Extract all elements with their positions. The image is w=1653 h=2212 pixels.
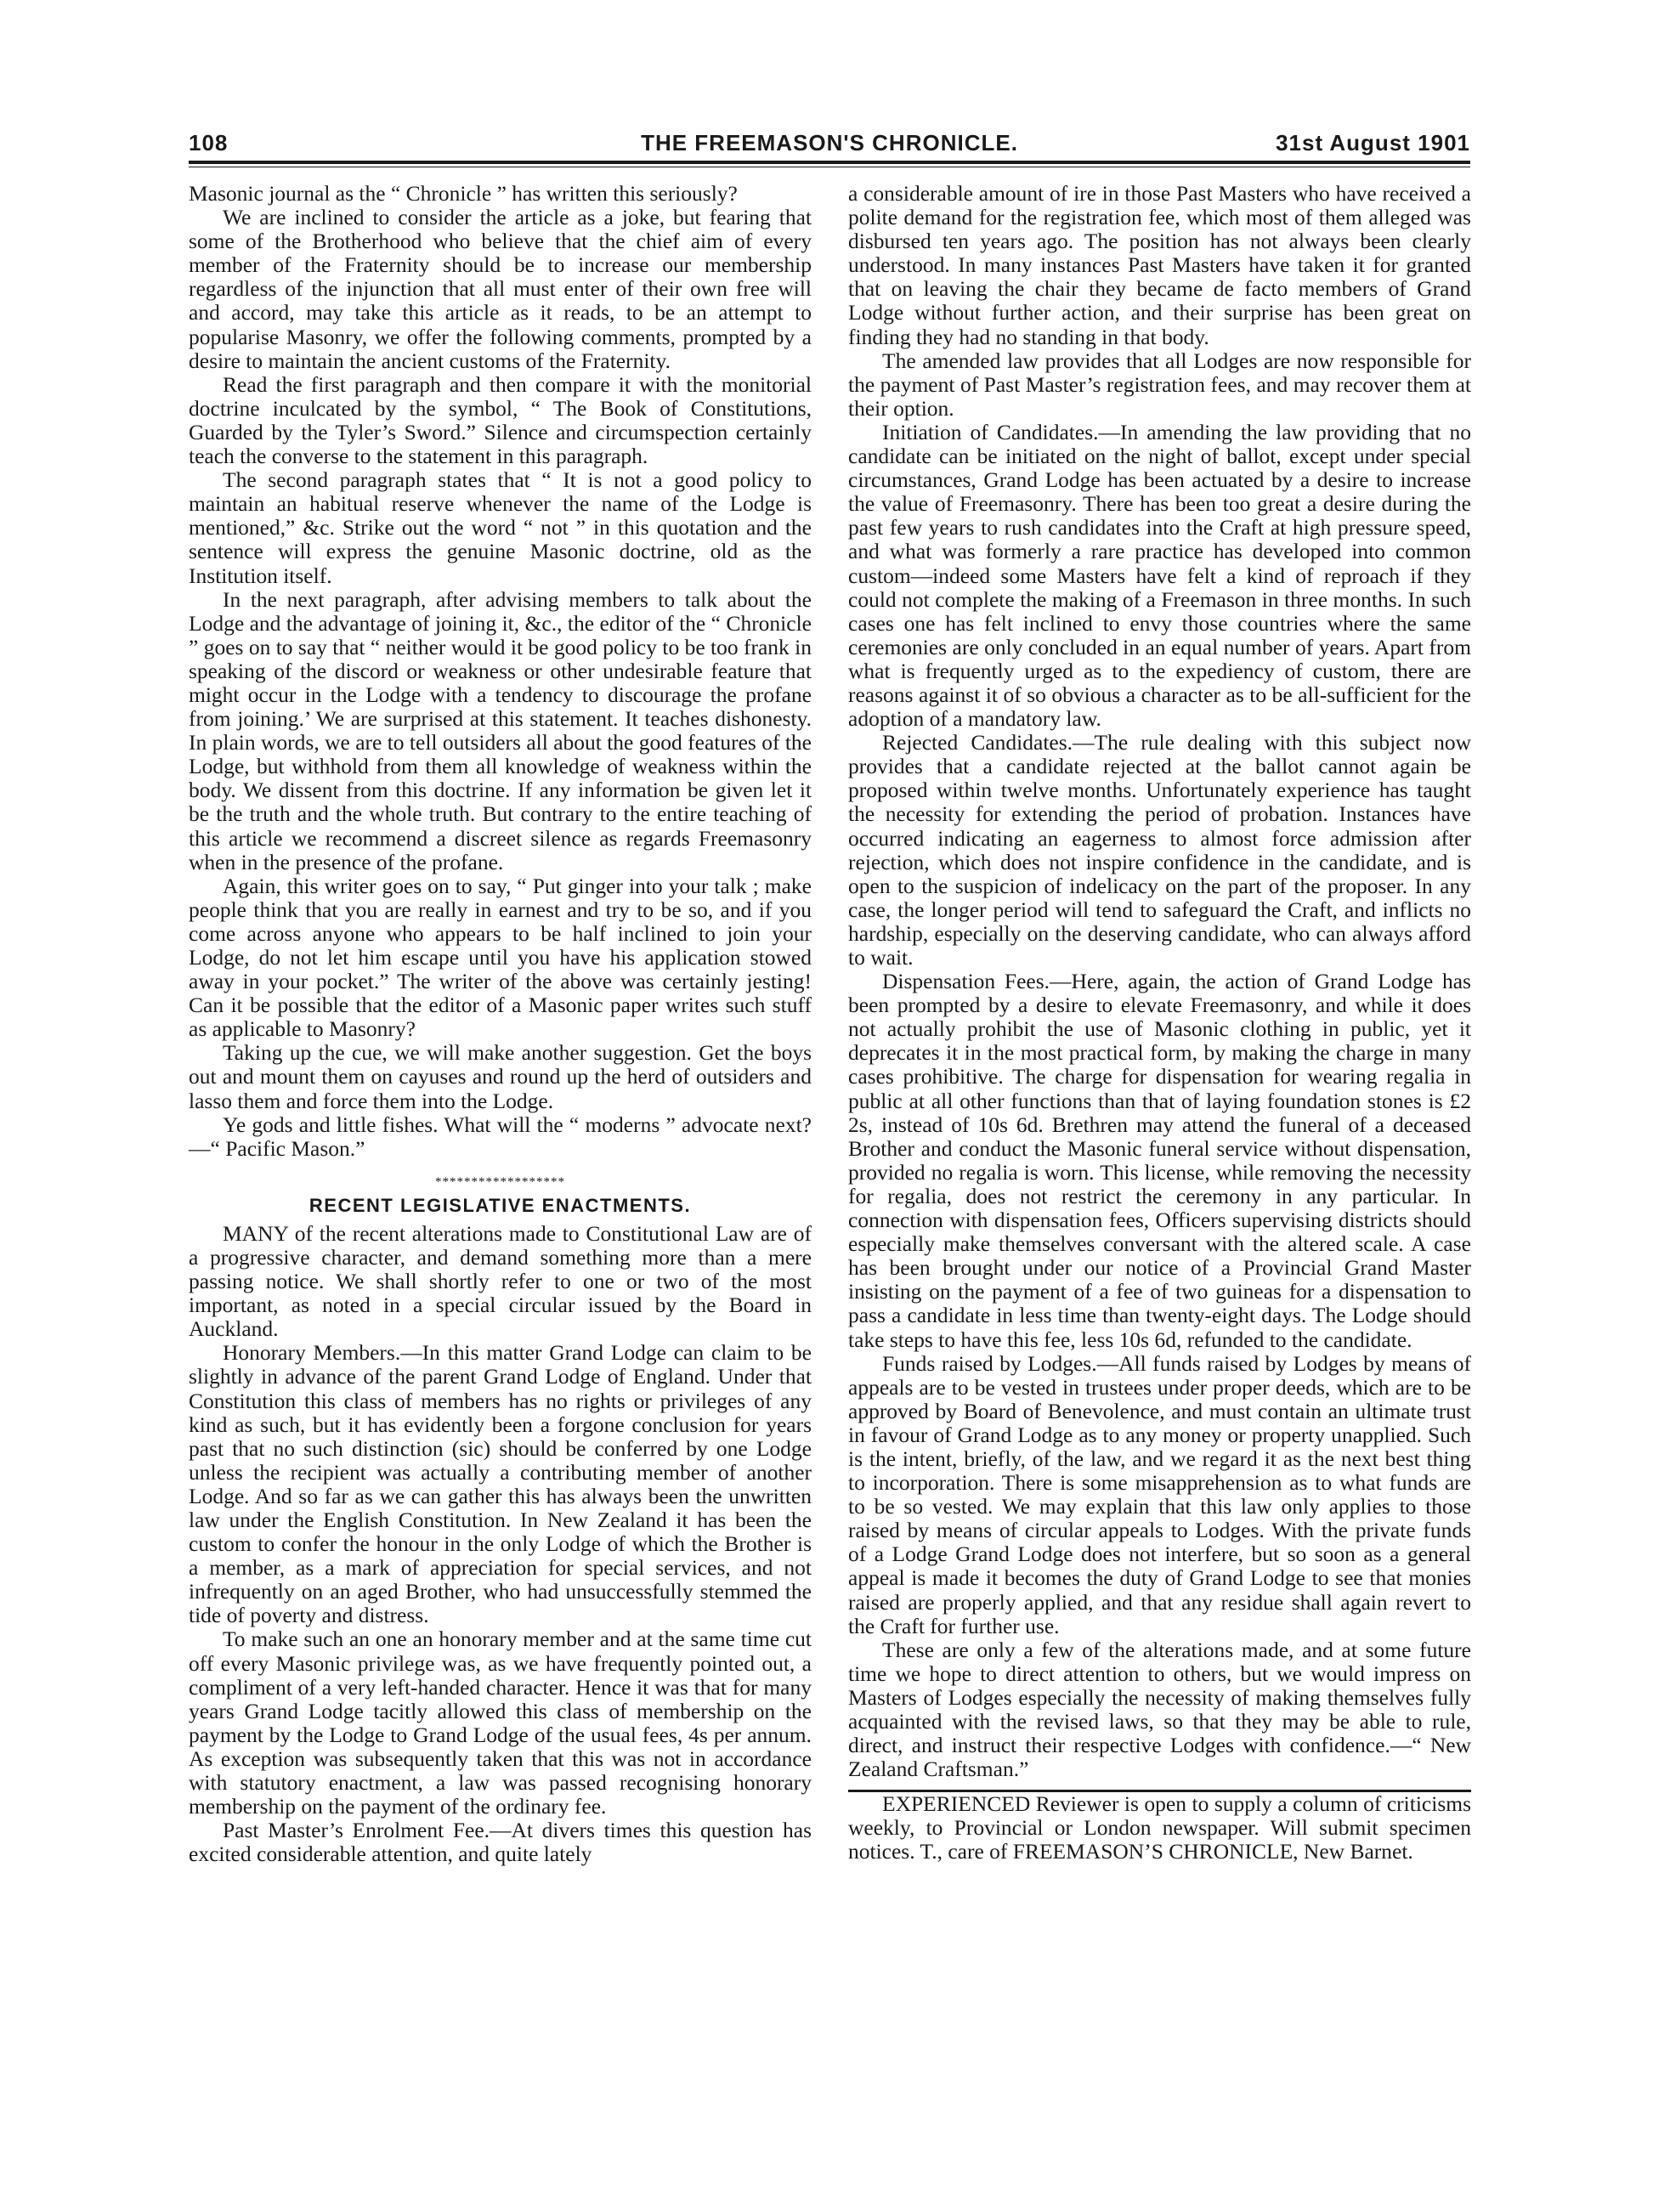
paragraph: Taking up the cue, we will make another suggestion. Get the boys out and mount them on cayuses and round up the herd of outsiders and lasso them and force them into the Lodge. (189, 1040, 812, 1113)
paragraph: The amended law provides that all Lodges are now responsible for the payment of Past Master’s registration fees, and may recover them at their option. (848, 348, 1471, 421)
paragraph: We are inclined to consider the article as a joke, but fearing that some of the Brotherhood who believe that the chief aim of every member of the Fraternity should be to increase our membership regardless of the injunction that all must enter of their own free will and accord, may take this article as it reads, to be an attempt to popularise Masonry, we offer the following comments, prompted by a desire to maintain the ancient customs of the Fraternity. (189, 205, 812, 373)
right-column (848, 182, 1471, 1864)
page-header (189, 130, 1470, 164)
paragraph: Initiation of Candidates.—In amending the law providing that no candidate can be initiated on the night of ballot, except under special circumstances, Grand Lodge has been actuated by a desire to increase the value of Freemasonry. There has been too great a desire during the past few years to rush candidates into the Craft at high pressure speed, and what was formerly a rare practice has developed into common custom—indeed some Masters have felt a kind of reproach if they could not complete the making of a Freemason in three months. In such cases one has felt inclined to envy those countries where the same ceremonies are only concluded in an equal number of years. Apart from what is frequently urged as to the expediency of custom, there are reasons against it of so obvious a character as to be all-sufficient for the adoption of a mandatory law. (848, 419, 1471, 732)
issue-date: 31st August 1901 (1276, 130, 1470, 156)
paragraph: MANY of the recent alterations made to Constitutional Law are of a progressive character, and demand something more than a mere passing notice. We shall shortly refer to one or two of the most important, as noted in a special circular issued by the Board in Auckland. (189, 1220, 812, 1342)
left-column (189, 182, 812, 1866)
advertisement: EXPERIENCED Reviewer is open to supply a column of criticisms weekly, to Provincial or London newspaper. Will submit specimen notices. T., care of FREEMASON’S CHRONICLE, New Barnet. (848, 1791, 1471, 1864)
paragraph: Honorary Members.—In this matter Grand Lodge can claim to be slightly in advance of the parent Grand Lodge of England. Under that Constitution this class of members has no rights or privileges of any kind as such, but it has evidently been a forgone conclusion for years past that no such distinction (sic) should be conferred by one Lodge unless the recipient was actually a contributing member of another Lodge. And so far as we can gather this has always been the unwritten law under the English Constitution. In New Zealand it has been the custom to confer the honour in the only Lodge of which the Brother is a member, as a mark of appreciation for special services, and not infrequently on an aged Brother, who had unsuccessfully stemmed the tide of poverty and distress. (189, 1340, 812, 1628)
paragraph: These are only a few of the alterations made, and at some future time we hope to direct attention to others, but we would impress on Masters of Lodges especially the necessity of making themselves fully acquainted with the revised laws, so that they may be able to rule, direct, and instruct their respective Lodges with confidence.—“ New Zealand Craftsman.” (848, 1637, 1471, 1782)
paragraph: Past Master’s Enrolment Fee.—At divers times this question has excited considerable attention, and quite lately (189, 1818, 812, 1867)
paragraph: To make such an one an honorary member and at the same time cut off every Masonic privilege was, as we have frequently pointed out, a compliment of a very left-handed character. Hence it was that for many years Grand Lodge tacitly allowed this class of membership on the payment by the Lodge to Grand Lodge of the usual fees, 4s per annum. As exception was subsequently taken that this was not in accordance with statutory enactment, a law was passed recognising honorary membership on the payment of the ordinary fee. (189, 1626, 812, 1819)
paragraph: Masonic journal as the “ Chronicle ” has written this seriously? (189, 181, 738, 206)
header-rule (189, 161, 1470, 164)
section-divider: ****************** (435, 1174, 565, 1189)
paragraph: a considerable amount of ire in those Past Masters who have received a polite demand for the registration fee, which most of them alleged was disbursed ten years ago. The position has not always been clearly understood. In many instances Past Masters have taken it for granted that on leaving the chair they became de facto members of Grand Lodge without further action, and their surprise has been great on finding they had no standing in that body. (848, 181, 1471, 349)
paragraph: Ye gods and little fishes. What will the “ moderns ” advocate next?—“ Pacific Mason.” (189, 1112, 812, 1161)
paragraph: Rejected Candidates.—The rule dealing with this subject now provides that a candidate rejected at the ballot cannot again be proposed within twelve months. Unfortunately experience has taught the necessity for extending the period of probation. Instances have occurred indicating an eagerness to almost force admission after rejection, which does not inspire confidence in the candidate, and is open to the suspicion of indelicacy on the part of the proposer. In any case, the longer period will tend to safeguard the Craft, and inflicts no hardship, especially on the deserving candidate, who can always afford to wait. (848, 730, 1471, 970)
page-number: 108 (189, 130, 229, 156)
paragraph: Read the first paragraph and then compare it with the monitorial doctrine inculcated by the symbol, “ The Book of Constitutions, Guarded by the Tyler’s Sword.” Silence and circumspection certainly teach the converse to the statement in this paragraph. (189, 371, 812, 469)
paragraph: Funds raised by Lodges.—All funds raised by Lodges by means of appeals are to be vested in trustees under proper deeds, which are to be approved by Board of Benevolence, and must contain an ultimate trust in favour of Grand Lodge as to any money or property unapplied. Such is the intent, briefly, of the law, and we regard it as the next best thing to incorporation. There is some misapprehension as to what funds are to be so vested. We may explain that this law only applies to those raised by means of circular appeals to Lodges. With the private funds of a Lodge Grand Lodge does not interfere, but so soon as a general appeal is made it becomes the duty of Grand Lodge to see that monies raised are properly applied, and that any residue shall again revert to the Craft for further use. (848, 1350, 1471, 1638)
paragraph: Dispensation Fees.—Here, again, the action of Grand Lodge has been prompted by a desire to elevate Freemasonry, and while it does not actually prohibit the use of Masonic clothing in public, yet it deprecates it in the most practical form, by making the charge in many cases prohibitive. The charge for dispensation for wearing regalia in public at all other functions than that of laying foundation stones is £2 2s, instead of 10s 6d. Brethren may attend the funeral of a deceased Brother and conduct the Masonic funeral service without dispensation, provided no regalia is worn. This license, while removing the necessity for regalia, does not restrict the ceremony in any particular. In connection with dispensation fees, Officers supervising districts should especially make themselves conversant with the altered scale. A case has been brought under our notice of a Provincial Grand Master insisting on the payment of a fee of two guineas for a dispensation to pass a candidate in less time than twenty-eight days. The Lodge should take steps to have this fee, less 10s 6d, refunded to the candidate. (848, 969, 1471, 1352)
paragraph: In the next paragraph, after advising members to talk about the Lodge and the advantage of joining it, &c., the editor of the “ Chronicle ” goes on to say that “ neither would it be good policy to be too frank in speaking of the discord or weakness or other undesirable feature that might occur in the Lodge with a tendency to discourage the profane from joining.’ We are surprised at this statement. It teaches dishonesty. In plain words, we are to tell outsiders all about the good features of the Lodge, but withhold from them all knowledge of weakness within the body. We dissent from this doctrine. If any information be given let it be the truth and the whole truth. But contrary to the entire teaching of this article we recommend a discreet silence as regards Freemasonry when in the presence of the profane. (189, 586, 812, 874)
section-title: RECENT LEGISLATIVE ENACTMENTS. (309, 1194, 692, 1216)
publication-title: THE FREEMASON'S CHRONICLE. (641, 130, 1018, 156)
paragraph: The second paragraph states that “ It is not a good policy to maintain an habitual reserve whenever the name of the Lodge is mentioned,” &c. Strike out the word “ not ” in this quotation and the sentence will express the genuine Masonic doctrine, old as the Institution itself. (189, 467, 812, 588)
paragraph: Again, this writer goes on to say, “ Put ginger into your talk ; make people think that you are really in earnest and try to be so, and if you come across anyone who appears to be half inclined to join your Lodge, do not let him escape until you have his application stowed away in your pocket.” The writer of the above was certainly jesting! Can it be possible that the editor of a Masonic paper writes such stuff as applicable to Masonry? (189, 873, 812, 1042)
